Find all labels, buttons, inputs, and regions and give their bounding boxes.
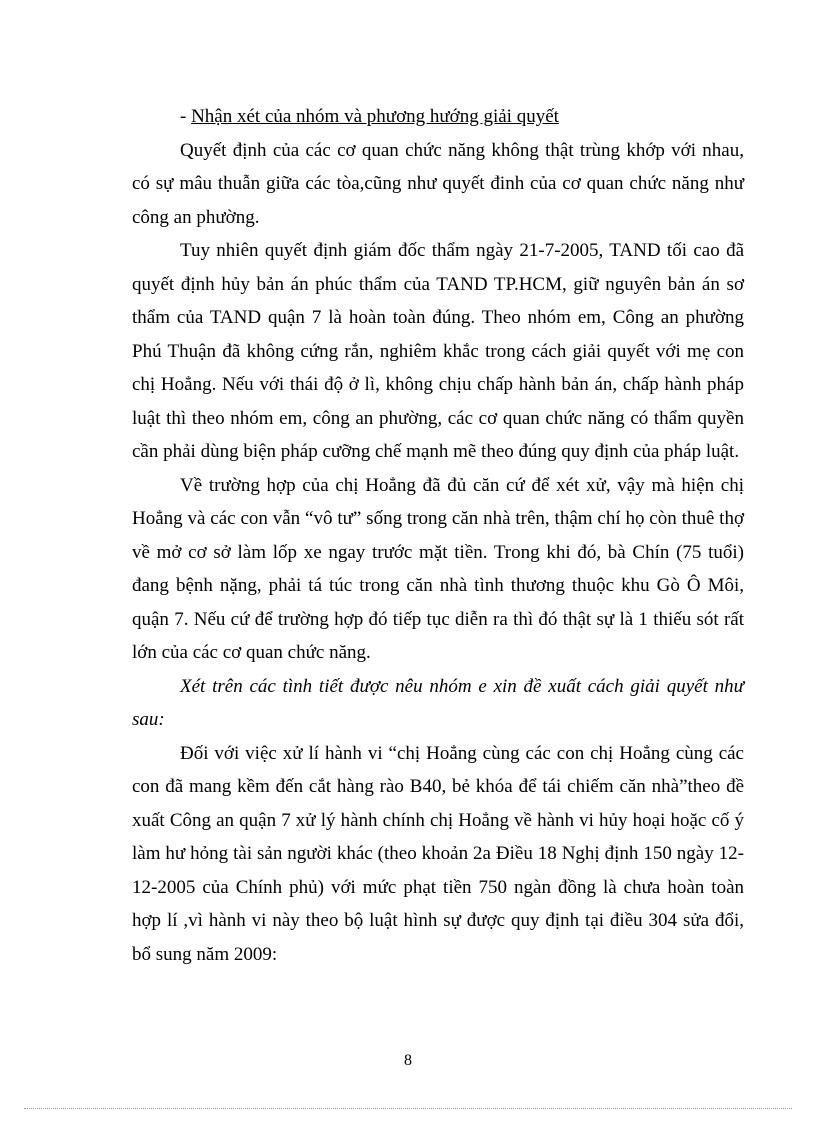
page-content	[132, 100, 744, 971]
italic-proposal-paragraph: Xét trên các tình tiết được nêu nhóm e xin đề xuất cách giải quyết như sau:	[132, 675, 744, 730]
paragraph-3: Về trường hợp của chị Hoẳng đã đủ căn cứ để xét xử, vậy mà hiện chị Hoẳng và các con vẫn “vô tư” sống trong căn nhà trên, thậm chí họ còn thuê thợ về mở cơ sở làm lốp xe ngay trước mặt tiền. Trong khi đó, bà Chín (75 tuổi) đang bệnh nặng, phải tá túc trong căn nhà tình thương thuộc khu Gò Ô Môi, quận 7. Nếu cứ để trường hợp đó tiếp tục diễn ra thì đó thật sự là 1 thiếu sót rất lớn của các cơ quan chức năng.	[132, 474, 744, 663]
paragraph-1: Quyết định của các cơ quan chức năng không thật trùng khớp với nhau, có sự mâu thuẫn giữa các tòa,cũng như quyết đinh của cơ quan chức năng như công an phường.	[132, 139, 744, 228]
heading-text: Nhận xét của nhóm và phương hướng giải quyết	[191, 106, 559, 127]
paragraph-4: Đối với việc xử lí hành vi “chị Hoẳng cùng các con chị Hoẳng cùng các con đã mang kềm đến cắt hàng rào B40, bẻ khóa để tái chiếm căn nhà”theo đề xuất Công an quận 7 xử lý hành chính chị Hoẳng về hành vi hủy hoại hoặc cố ý làm hư hỏng tài sản người khác (theo khoản 2a Điều 18 Nghị định 150 ngày 12-12-2005 của Chính phủ) với mức phạt tiền 750 ngàn đồng là chưa hoàn toàn hợp lí ,vì hành vi này theo bộ luật hình sự được quy định tại điều 304 sửa đổi, bổ sung năm 2009:	[132, 742, 744, 965]
page-number: 8	[404, 1052, 412, 1069]
paragraph-2: Tuy nhiên quyết định giám đốc thẩm ngày 21-7-2005, TAND tối cao đã quyết định hủy bản án phúc thẩm của TAND TP.HCM, giữ nguyên bản án sơ thẩm của TAND quận 7 là hoàn toàn đúng. Theo nhóm em, Công an phường Phú Thuận đã không cứng rắn, nghiêm khắc trong cách giải quyết với mẹ con chị Hoẳng. Nếu với thái độ ở lì, không chịu chấp hành bản án, chấp hành pháp luật thì theo nhóm em, công an phường, các cơ quan chức năng có thẩm quyền cần phải dùng biện pháp cưỡng chế mạnh mẽ theo đúng quy định của pháp luật.	[132, 240, 744, 462]
heading-prefix: -	[180, 106, 192, 127]
section-heading	[132, 100, 744, 134]
page-bottom-divider	[24, 1108, 792, 1109]
